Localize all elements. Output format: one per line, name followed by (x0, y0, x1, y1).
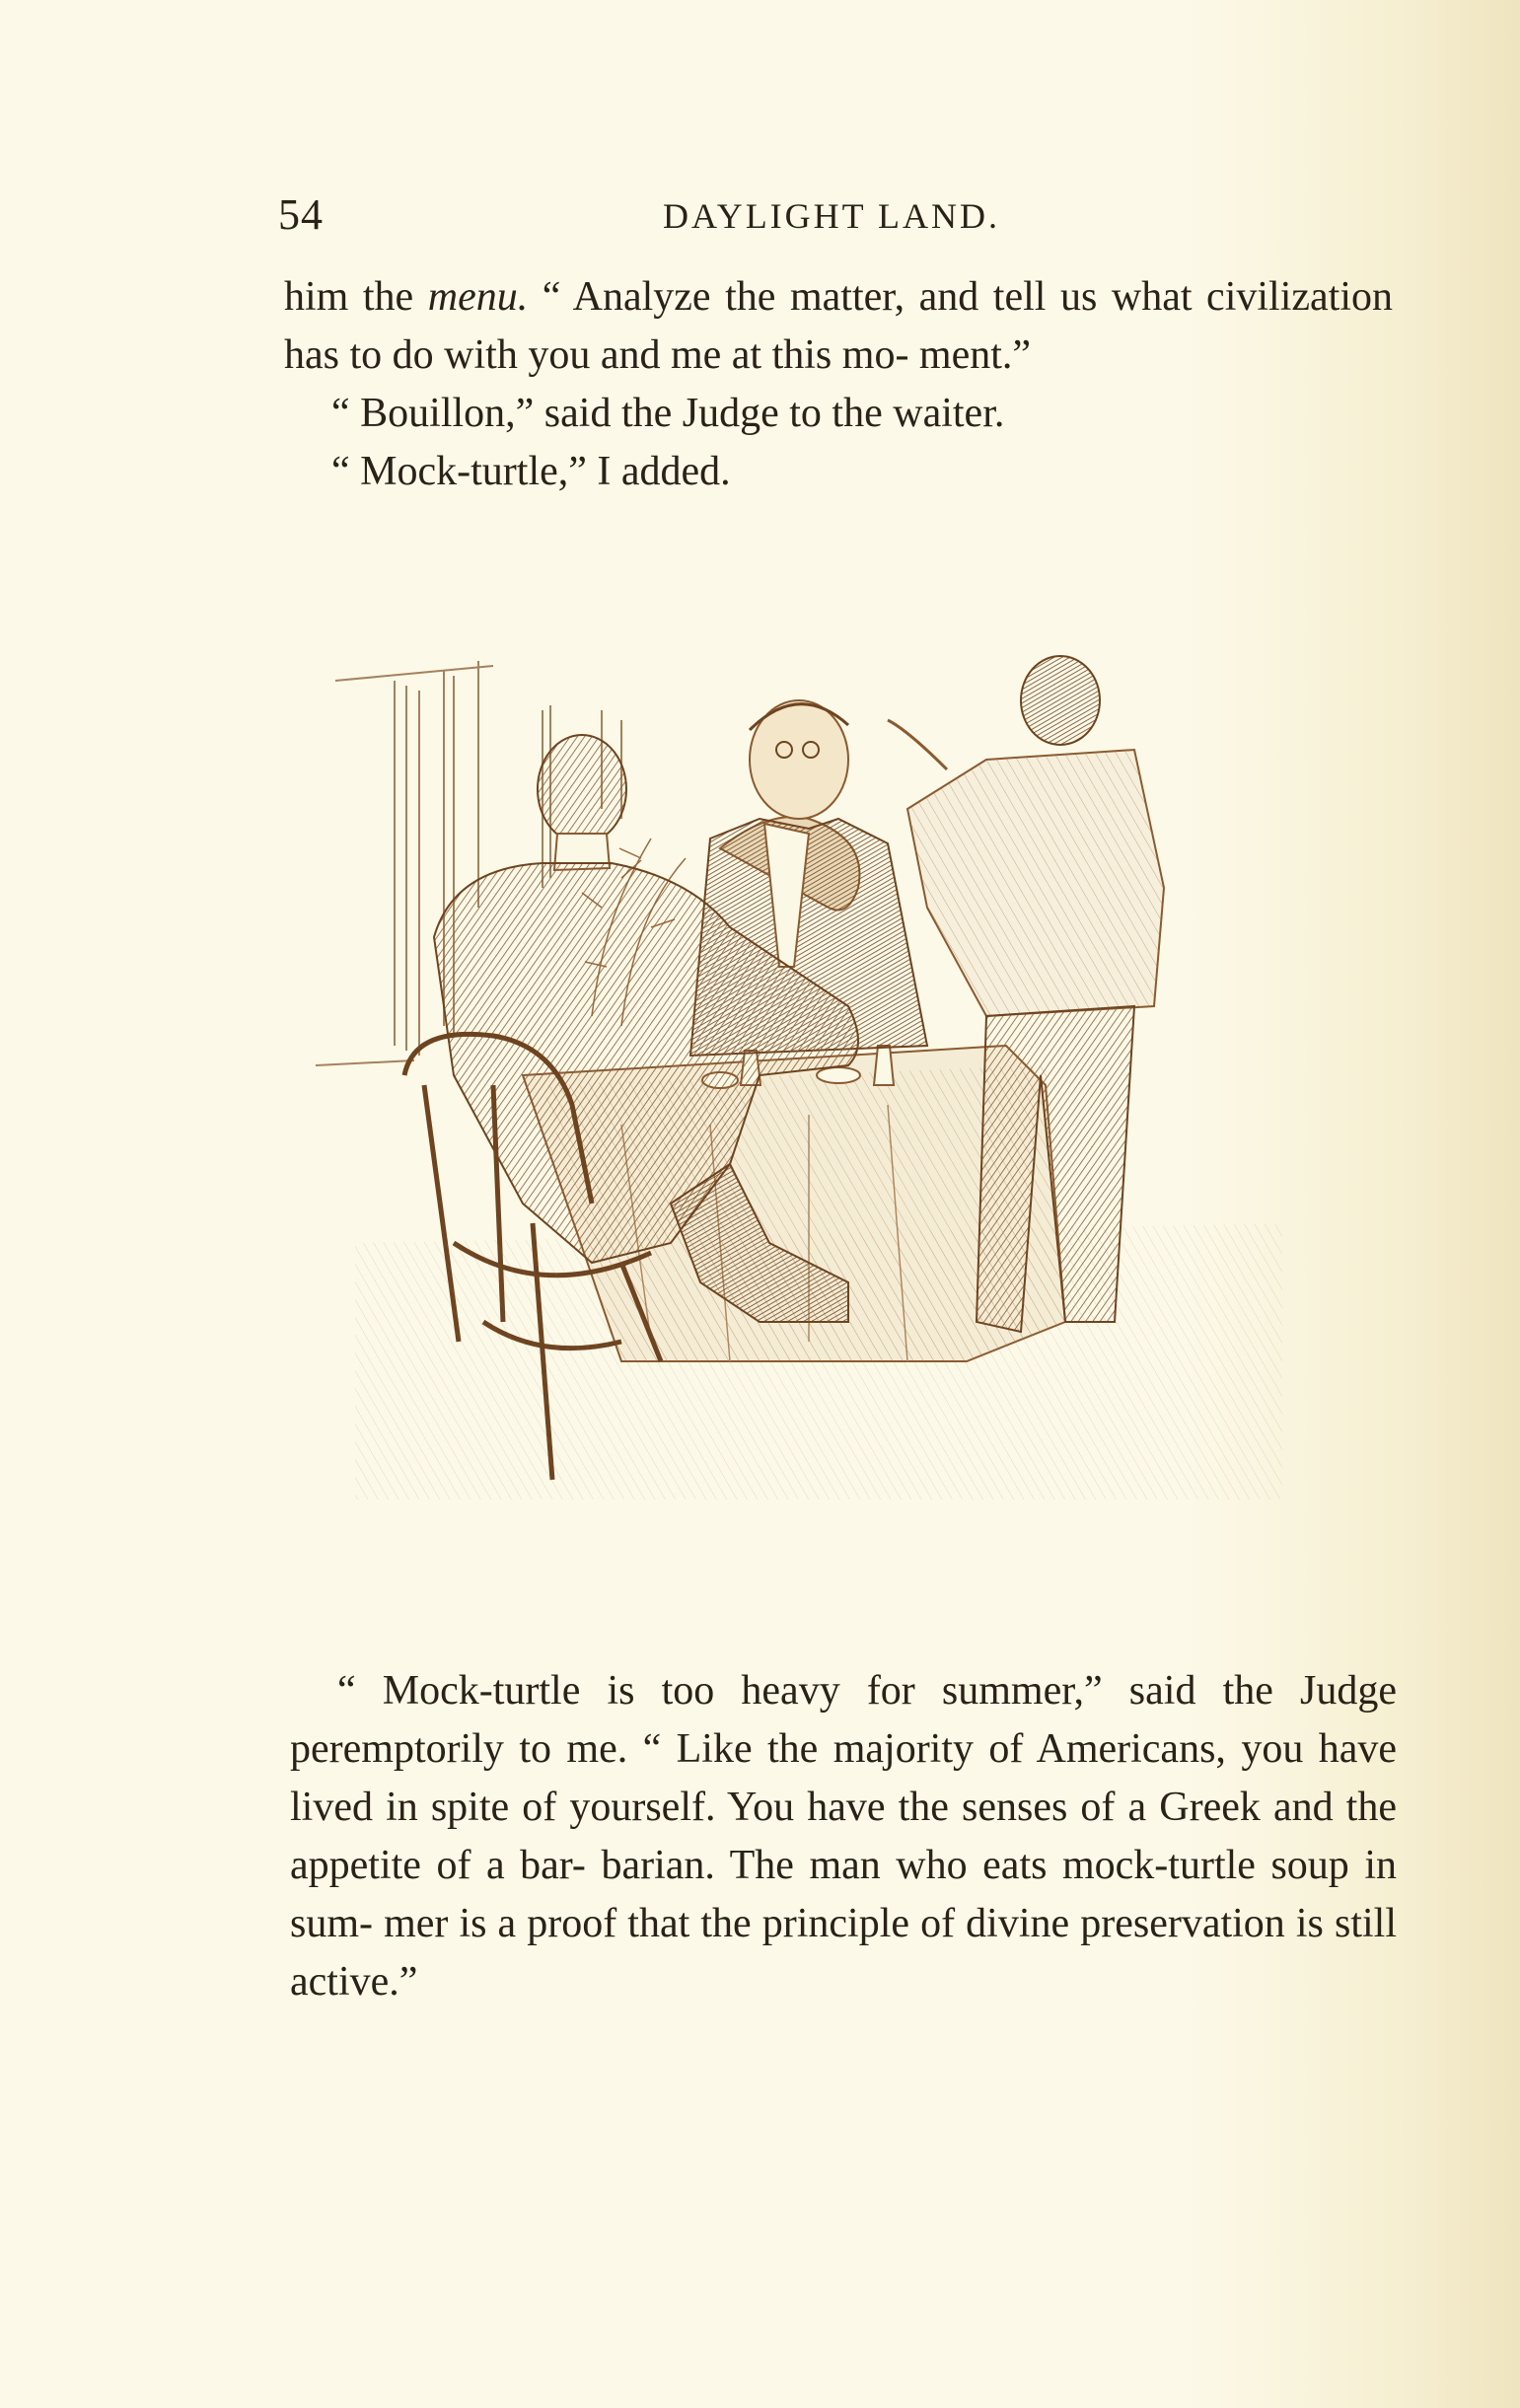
paragraph (284, 268, 1393, 385)
page-number: 54 (278, 190, 324, 239)
upper-text-block (284, 268, 1393, 501)
lower-text-block (290, 1662, 1397, 2011)
running-title: DAYLIGHT LAND. (663, 196, 1000, 236)
text-span: “ Analyze the matter, and tell us what civilization has to do with you and me at this mo- ment.” (284, 274, 1393, 378)
dinner-engraving-illustration (296, 612, 1341, 1578)
floor-shading (355, 1223, 1282, 1499)
text-span: him the (284, 274, 428, 320)
paragraph: “ Bouillon,” said the Judge to the waiter. (331, 391, 1005, 436)
italic-word: menu. (427, 274, 529, 320)
engraving-drawing (296, 612, 1341, 1578)
page-header (278, 189, 1393, 249)
paragraph: “ Mock-turtle is too heavy for summer,” said the Judge peremptorily to me. “ Like the majority of Americans, you have lived in spite of yourself. You have the senses of a Greek and the appetite of a bar- barian. The man who eats mock-turtle soup in sum- mer is a proof that the principle of divine preservation is still active.” (290, 1668, 1397, 2005)
paragraph: “ Mock-turtle,” I added. (331, 449, 731, 494)
